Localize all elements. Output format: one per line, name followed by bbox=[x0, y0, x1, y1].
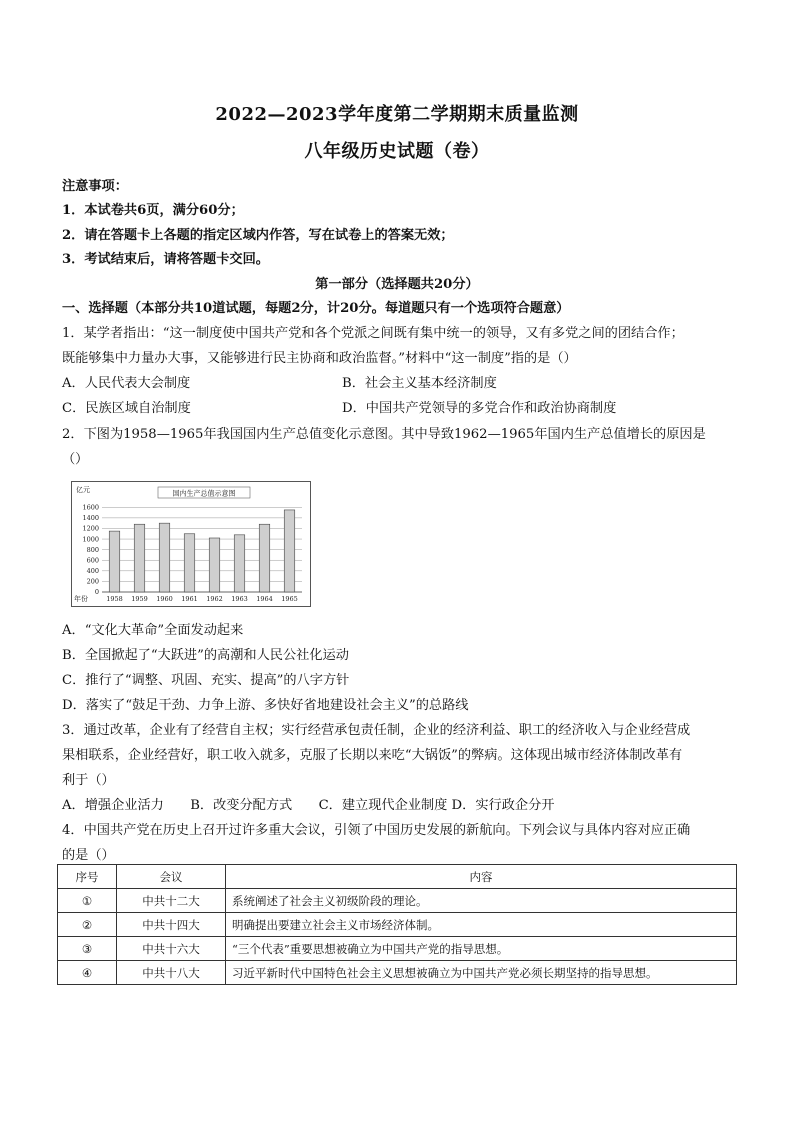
section-heading: 一、选择题（本部分共10道试题，每题2分，计20分。每道题只有一个选项符合题意） bbox=[62, 301, 570, 316]
question-1-option-b: B．社会主义基本经济制度 bbox=[342, 376, 497, 391]
chart-x-axis-label: 年份 bbox=[74, 595, 88, 603]
chart-bar-1961 bbox=[184, 534, 195, 592]
table-cell-meeting: 中共十四大 bbox=[117, 913, 226, 937]
chart-x-tick-label: 1959 bbox=[131, 595, 148, 603]
table-row bbox=[58, 961, 737, 985]
chart-bar-1960 bbox=[159, 523, 170, 592]
chart-x-tick-label: 1961 bbox=[181, 595, 198, 603]
notice-item: 3．考试结束后，请将答题卡交回。 bbox=[62, 252, 269, 267]
table-cell-content: “三个代表”重要思想被确立为中国共产党的指导思想。 bbox=[226, 937, 737, 961]
question-1-stem: 既能够集中力量办大事，又能够进行民主协商和政治监督。”材料中“这一制度”指的是（） bbox=[62, 351, 577, 366]
chart-bar-1965 bbox=[284, 510, 295, 592]
table-cell-content: 明确提出要建立社会主义市场经济体制。 bbox=[226, 913, 737, 937]
question-2-option-b: B．全国掀起了“大跃进”的高潮和人民公社化运动 bbox=[62, 648, 349, 663]
question-2-option-d: D．落实了“鼓足干劲、力争上游、多快好省地建设社会主义”的总路线 bbox=[62, 698, 469, 713]
notice-item: 1．本试卷共6页，满分60分； bbox=[62, 203, 244, 218]
table-cell-meeting: 中共十八大 bbox=[117, 961, 226, 985]
table-row bbox=[58, 889, 737, 913]
chart-y-tick-label: 600 bbox=[86, 556, 99, 565]
question-1-option-d: D．中国共产党领导的多党合作和政治协商制度 bbox=[342, 401, 617, 416]
chart-x-tick-label: 1963 bbox=[231, 595, 248, 603]
chart-x-tick-label: 1964 bbox=[256, 595, 273, 603]
exam-title: 2022—2023学年度第二学期期末质量监测 bbox=[215, 104, 579, 125]
question-4-stem: 的是（） bbox=[62, 848, 115, 863]
notice-item: 2．请在答题卡上各题的指定区域内作答，写在试卷上的答案无效； bbox=[62, 228, 454, 243]
table-cell-content: 系统阐述了社会主义初级阶段的理论。 bbox=[226, 889, 737, 913]
question-2-stem: （） bbox=[62, 452, 89, 467]
chart-y-tick-label: 1200 bbox=[82, 524, 99, 533]
question-3-stem: 3．通过改革，企业有了经营自主权；实行经营承包责任制，企业的经济利益、职工的经济收入与企业经营成 bbox=[62, 723, 691, 738]
notice-heading: 注意事项： bbox=[62, 179, 128, 194]
question-1-stem: 1．某学者指出：“这一制度使中国共产党和各个党派之间既有集中统一的领导，又有多党之间的团结合作； bbox=[62, 326, 684, 341]
chart-bar-1964 bbox=[259, 524, 270, 592]
chart-y-axis-label: 亿元 bbox=[76, 486, 90, 494]
question-3-stem: 利于（） bbox=[62, 773, 115, 788]
chart-y-tick-label: 800 bbox=[86, 545, 99, 554]
table-cell-number: ① bbox=[58, 889, 117, 913]
question-2-option-c: C．推行了“调整、巩固、充实、提高”的八字方针 bbox=[62, 673, 350, 688]
chart-x-tick-label: 1960 bbox=[156, 595, 173, 603]
chart-bar-1963 bbox=[234, 535, 245, 592]
chart-y-tick-label: 200 bbox=[86, 577, 99, 586]
question-2-option-a: A．“文化大革命”全面发动起来 bbox=[62, 623, 244, 638]
question-4-stem: 4．中国共产党在历史上召开过许多重大会议，引领了中国历史发展的新航向。下列会议与具体内容对应正确 bbox=[62, 823, 691, 838]
meeting-content-table bbox=[57, 864, 737, 985]
question-3-stem: 果相联系，企业经营好，职工收入就多，克服了长期以来吃“大锅饭”的弊病。这体现出城市经济体制改革有 bbox=[62, 748, 683, 763]
table-row bbox=[58, 937, 737, 961]
chart-bar-1958 bbox=[109, 531, 120, 592]
chart-x-tick-label: 1958 bbox=[106, 595, 123, 603]
chart-bar-1959 bbox=[134, 524, 145, 592]
table-cell-meeting: 中共十二大 bbox=[117, 889, 226, 913]
chart-bar-1962 bbox=[209, 538, 220, 592]
chart-y-tick-label: 1600 bbox=[82, 503, 99, 512]
question-3-options: A．增强企业活力 B．改变分配方式 C．建立现代企业制度 D．实行政企分开 bbox=[62, 798, 555, 813]
table-cell-number: ④ bbox=[58, 961, 117, 985]
table-header-cell: 会议 bbox=[117, 865, 226, 889]
chart-y-tick-label: 400 bbox=[86, 567, 99, 576]
chart-x-tick-label: 1965 bbox=[281, 595, 298, 603]
table-header-cell: 内容 bbox=[226, 865, 737, 889]
question-1-option-c: C．民族区域自治制度 bbox=[62, 401, 191, 416]
exam-subtitle: 八年级历史试题（卷） bbox=[304, 141, 490, 162]
table-cell-number: ③ bbox=[58, 937, 117, 961]
chart-title: 国内生产总值示意图 bbox=[172, 489, 236, 498]
table-header-row bbox=[58, 865, 737, 889]
question-1-option-a: A．人民代表大会制度 bbox=[62, 376, 191, 391]
gdp-bar-chart bbox=[71, 481, 311, 607]
chart-y-tick-label: 0 bbox=[94, 588, 99, 597]
question-2-stem: 2．下图为1958—1965年我国国内生产总值变化示意图。其中导致1962—1965年国内生产总值增长的原因是 bbox=[62, 427, 706, 442]
table-header-cell: 序号 bbox=[58, 865, 117, 889]
table-cell-number: ② bbox=[58, 913, 117, 937]
table-cell-meeting: 中共十六大 bbox=[117, 937, 226, 961]
chart-x-tick-label: 1962 bbox=[206, 595, 223, 603]
table-row bbox=[58, 913, 737, 937]
table-cell-content: 习近平新时代中国特色社会主义思想被确立为中国共产党必须长期坚持的指导思想。 bbox=[226, 961, 737, 985]
part-title: 第一部分（选择题共20分） bbox=[315, 277, 479, 292]
chart-y-tick-label: 1400 bbox=[82, 514, 99, 523]
gdp-chart-svg bbox=[72, 482, 310, 606]
chart-y-tick-label: 1000 bbox=[82, 535, 99, 544]
